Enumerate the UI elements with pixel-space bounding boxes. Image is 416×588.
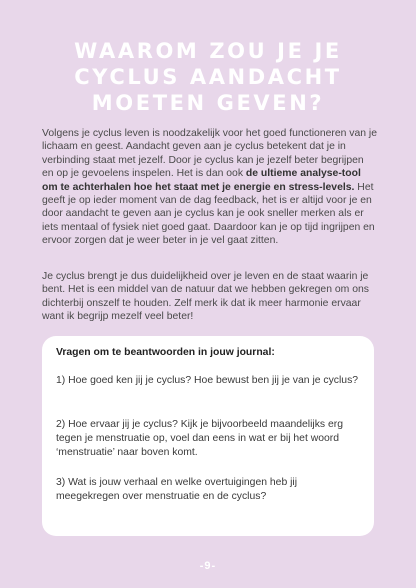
journal-card — [42, 336, 374, 536]
journal-heading: Vragen om te beantwoorden in jouw journal: — [56, 347, 275, 358]
intro-text-end: Het geeft je op ieder moment van de dag feedback, het is er altijd voor je en door aandacht te geven aan je cyclus kan je ook sneller merken als er iets mentaal of fysiek niet goed gaat. Daardoor kan je op tijd ingrijpen en ervoor zorgen dat je weer beter in je vel gaat zitten. — [42, 181, 375, 247]
page-title: WAAROM ZOU JE JE CYCLUS AANDACHT MOETEN GEVEN? — [74, 39, 342, 115]
intro-paragraph — [42, 127, 378, 248]
intro-text-start: Volgens je cyclus leven is noodzakelijk voor het goed functioneren van je lichaam en geest. Aandacht geven aan je cyclus betekent dat je in verbinding staat met jezelf. Door je cyclus kan je jezelf beter begrijpen en op je gevoelens inspelen. Het is dan ook — [42, 128, 378, 180]
page-number: -9- — [199, 560, 217, 572]
journal-question-3: 3) Wat is jouw verhaal en welke overtuigingen heb jij meegekregen over menstruatie en de cyclus? — [56, 477, 298, 503]
second-paragraph: Je cyclus brengt je dus duidelijkheid over je leven en de staat waarin je bent. Het is een middel van de natuur dat we hebben gekregen om ons dichterbij onszelf te houden. Zelf merk ik dat ik meer harmonie ervaar want ik begrijp mezelf veel beter! — [42, 271, 369, 323]
journal-question-1: 1) Hoe goed ken jij je cyclus? Hoe bewust ben jij je van je cyclus? — [56, 375, 359, 386]
journal-question-2: 2) Hoe ervaar jij je cyclus? Kijk je bijvoorbeeld maandelijks erg tegen je menstruatie op, voel dan eens in wat er bij het woord ‘menstruatie’ naar boven komt. — [56, 419, 344, 459]
intro-text-bold: de ultieme analyse-tool om te achterhalen hoe het staat met je energie en stress-levels. — [42, 168, 361, 193]
